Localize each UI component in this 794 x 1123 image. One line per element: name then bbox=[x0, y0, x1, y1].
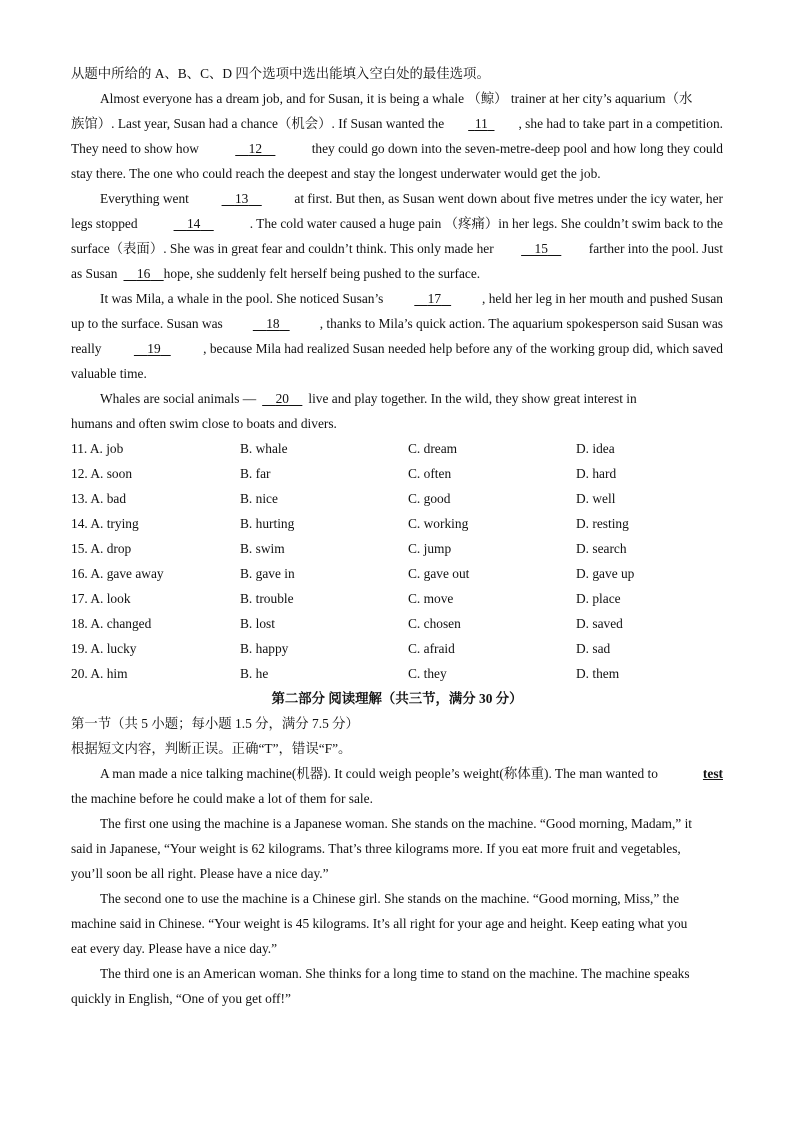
line-text: , held her leg in her mouth and pushed Susan bbox=[482, 291, 723, 306]
option-c: C. move bbox=[408, 591, 454, 606]
cloze-passage bbox=[71, 86, 723, 436]
option-c: C. chosen bbox=[408, 616, 461, 631]
option-d: D. sad bbox=[576, 641, 611, 656]
section-heading: 第二部分 阅读理解（共三节，满分 30 分） bbox=[271, 691, 523, 706]
line-text: The first one using the machine is a Japanese woman. She stands on the machine. “Good morning, Madam,” it bbox=[100, 816, 693, 831]
passage-line bbox=[71, 411, 723, 436]
option-row bbox=[71, 486, 723, 511]
option-c: C. often bbox=[408, 466, 452, 481]
option-d: D. gave up bbox=[576, 566, 635, 581]
option-d: D. search bbox=[576, 541, 627, 556]
line-text: quickly in English, “One of you get off!” bbox=[71, 991, 291, 1006]
line-text: legs stopped bbox=[71, 216, 138, 231]
option-c: C. good bbox=[408, 491, 451, 506]
option-b: B. hurting bbox=[240, 516, 295, 531]
passage-line bbox=[71, 311, 723, 336]
line-text: up to the surface. Susan was bbox=[71, 316, 223, 331]
option-c: C. jump bbox=[408, 541, 452, 556]
passage-line bbox=[71, 936, 723, 961]
option-a: 15. A. drop bbox=[71, 541, 132, 556]
line-text: It was Mila, a whale in the pool. She noticed Susan’s bbox=[100, 291, 384, 306]
passage-line bbox=[71, 261, 723, 286]
line-text: eat every day. Please have a nice day.” bbox=[71, 941, 278, 956]
passage-line bbox=[71, 836, 723, 861]
passage-line bbox=[71, 336, 723, 361]
line-text: surface（表面）. She was in great fear and couldn’t think. This only made her bbox=[71, 241, 494, 256]
reading-passage bbox=[71, 761, 723, 1011]
emphasized-word: test bbox=[702, 766, 723, 781]
line-text: 族馆）. Last year, Susan had a chance（机会）. If Susan wanted the bbox=[71, 116, 445, 131]
line-text: valuable time. bbox=[71, 366, 147, 381]
blank-20: 20 bbox=[275, 391, 289, 406]
option-c: C. gave out bbox=[408, 566, 470, 581]
option-row bbox=[71, 436, 723, 461]
passage-line bbox=[71, 186, 723, 211]
option-row bbox=[71, 661, 723, 686]
line-text: stay there. The one who could reach the deepest and stay the longest underwater would get the job. bbox=[71, 166, 601, 181]
option-c: C. they bbox=[408, 666, 447, 681]
line-text: , because Mila had realized Susan needed help before any of the working group did, which saved bbox=[203, 341, 723, 356]
options-table bbox=[71, 436, 723, 686]
blank-13: 13 bbox=[234, 191, 249, 206]
line-text: you’ll soon be all right. Please have a nice day.” bbox=[71, 866, 329, 881]
option-row bbox=[71, 611, 723, 636]
option-a: 18. A. changed bbox=[71, 616, 152, 631]
line-text: machine said in Chinese. “Your weight is 45 kilograms. It’s all right for your age and height. Keep eating what you bbox=[71, 916, 688, 931]
option-a: 12. A. soon bbox=[71, 466, 133, 481]
passage-line bbox=[71, 861, 723, 886]
line-text: hope, she suddenly felt herself being pushed to the surface. bbox=[163, 266, 481, 281]
line-text: they could go down into the seven-metre-deep pool and how long they could bbox=[311, 141, 723, 156]
line-text: A man made a nice talking machine(机器). It could weigh people’s weight(称体重). The man wanted to bbox=[100, 766, 658, 781]
passage-line bbox=[71, 761, 723, 786]
option-d: D. them bbox=[576, 666, 620, 681]
option-row bbox=[71, 511, 723, 536]
option-b: B. happy bbox=[240, 641, 289, 656]
line-text: . The cold water caused a huge pain （疼痛）in her legs. She couldn’t swim back to the bbox=[249, 216, 723, 231]
option-d: D. resting bbox=[576, 516, 629, 531]
option-b: B. far bbox=[240, 466, 271, 481]
option-c: C. working bbox=[408, 516, 469, 531]
section-instruction: 根据短文内容，判断正误。正确“T”，错误“F”。 bbox=[71, 741, 352, 756]
passage-line bbox=[71, 211, 723, 236]
option-b: B. swim bbox=[240, 541, 285, 556]
passage-line bbox=[71, 361, 723, 386]
passage-line bbox=[71, 911, 723, 936]
line-text: said in Japanese, “Your weight is 62 kilograms. That’s three kilograms more. If you eat more fruit and vegetables, bbox=[71, 841, 681, 856]
option-d: D. place bbox=[576, 591, 621, 606]
option-a: 17. A. look bbox=[71, 591, 131, 606]
line-text: , she had to take part in a competition. bbox=[518, 116, 723, 131]
option-d: D. hard bbox=[576, 466, 617, 481]
blank-12: 12 bbox=[248, 141, 263, 156]
passage-line bbox=[71, 161, 723, 186]
line-text: , thanks to Mila’s quick action. The aquarium spokesperson said Susan was bbox=[319, 316, 723, 331]
option-b: B. trouble bbox=[240, 591, 294, 606]
line-text: live and play together. In the wild, they show great interest in bbox=[308, 391, 637, 406]
exam-page bbox=[71, 61, 723, 1011]
option-c: C. afraid bbox=[408, 641, 455, 656]
option-row bbox=[71, 561, 723, 586]
option-a: 14. A. trying bbox=[71, 516, 139, 531]
option-c: C. dream bbox=[408, 441, 458, 456]
blank-18: 18 bbox=[266, 316, 280, 331]
option-a: 16. A. gave away bbox=[71, 566, 164, 581]
line-text: Whales are social animals — bbox=[100, 391, 257, 406]
option-b: B. he bbox=[240, 666, 269, 681]
option-b: B. nice bbox=[240, 491, 278, 506]
passage-line bbox=[71, 961, 723, 986]
blank-16: 16 bbox=[136, 266, 151, 281]
blank-19: 19 bbox=[147, 341, 161, 356]
option-a: 11. A. job bbox=[71, 441, 124, 456]
blank-15: 15 bbox=[534, 241, 548, 256]
passage-line bbox=[71, 236, 723, 261]
line-text: The second one to use the machine is a Chinese girl. She stands on the machine. “Good morning, Miss,” the bbox=[100, 891, 680, 906]
blank-14: 14 bbox=[186, 216, 201, 231]
option-row bbox=[71, 536, 723, 561]
passage-line bbox=[71, 386, 723, 411]
option-d: D. well bbox=[576, 491, 616, 506]
passage-line bbox=[71, 886, 723, 911]
option-b: B. gave in bbox=[240, 566, 295, 581]
line-text: The third one is an American woman. She thinks for a long time to stand on the machine. The machine speaks bbox=[100, 966, 690, 981]
line-text: humans and often swim close to boats and divers. bbox=[71, 416, 337, 431]
option-a: 20. A. him bbox=[71, 666, 128, 681]
line-text: really bbox=[71, 341, 102, 356]
line-text: as Susan bbox=[71, 266, 118, 281]
blank-11: 11 bbox=[474, 116, 488, 131]
passage-line bbox=[71, 811, 723, 836]
cloze-instruction: 从题中所给的 A、B、C、D 四个选项中选出能填入空白处的最佳选项。 bbox=[71, 66, 490, 81]
option-b: B. lost bbox=[240, 616, 275, 631]
line-text: Everything went bbox=[100, 191, 189, 206]
line-text: at first. But then, as Susan went down about five metres under the icy water, her bbox=[294, 191, 723, 206]
passage-line bbox=[71, 86, 723, 111]
option-row bbox=[71, 586, 723, 611]
passage-line bbox=[71, 111, 723, 136]
option-d: D. idea bbox=[576, 441, 615, 456]
line-text: farther into the pool. Just bbox=[588, 241, 723, 256]
line-text: Almost everyone has a dream job, and for Susan, it is being a whale （鲸） trainer at her city’s aquarium（水 bbox=[100, 91, 693, 106]
option-a: 13. A. bad bbox=[71, 491, 127, 506]
blank-17: 17 bbox=[427, 291, 442, 306]
line-text: They need to show how bbox=[71, 141, 199, 156]
option-a: 19. A. lucky bbox=[71, 641, 137, 656]
option-d: D. saved bbox=[576, 616, 623, 631]
section-subheading: 第一节（共 5 小题；每小题 1.5 分，满分 7.5 分） bbox=[71, 716, 359, 731]
passage-line bbox=[71, 786, 723, 811]
option-b: B. whale bbox=[240, 441, 288, 456]
line-text: the machine before he could make a lot of them for sale. bbox=[71, 791, 373, 806]
passage-line bbox=[71, 136, 723, 161]
passage-line bbox=[71, 286, 723, 311]
option-row bbox=[71, 461, 723, 486]
passage-line bbox=[71, 986, 723, 1011]
option-row bbox=[71, 636, 723, 661]
